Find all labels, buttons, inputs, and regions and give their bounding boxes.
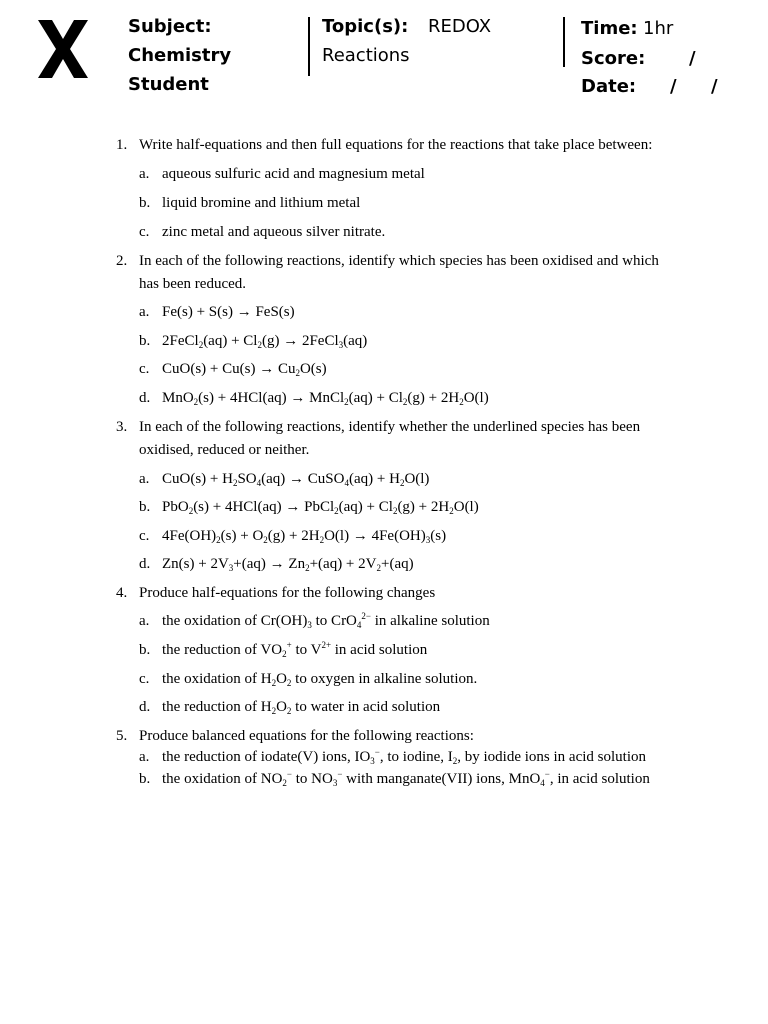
part-text: aqueous sulfuric acid and magnesium metal — [162, 166, 425, 182]
part-text: the reduction of $VO_2^+$ to $V^{2+}$ in acid solution — [162, 640, 428, 659]
part-text: the oxidation of $H_2O_2$ to oxygen in alkaline solution. — [162, 671, 478, 688]
part-letter: d. — [139, 699, 151, 715]
part-letter: b. — [139, 333, 151, 349]
student-label: Student — [128, 74, 209, 95]
part-text: $Zn(s) + 2V_3+(aq) \to Zn_2+(aq) + 2V_2+(aq)$ — [162, 556, 414, 573]
part-text: MnO$_2$(s) + 4HCl(aq) → MnCl$_2$(aq) + $Cl_2(g) + 2H_2O(l)$ — [162, 390, 489, 407]
question-text: Write half-equations and then full equations for the reactions that take place between: — [139, 137, 653, 153]
part-letter: b. — [139, 771, 151, 787]
date-separator: / — [670, 76, 677, 97]
part-letter: c. — [139, 671, 150, 687]
question-text: has been reduced. — [139, 276, 247, 292]
date-label: Date: — [581, 76, 637, 97]
part-text: the reduction of $H_2O_2$ to water in acid solution — [162, 699, 441, 716]
part-letter: b. — [139, 195, 151, 211]
part-letter: d. — [139, 556, 151, 572]
score-label: Score: — [581, 48, 646, 69]
question-text: Produce balanced equations for the following reactions: — [139, 728, 474, 744]
part-text: $CuO(s) + Cu(s) \to Cu_2O(s)$ — [162, 361, 327, 378]
question-text: Produce half-equations for the following changes — [139, 585, 436, 601]
topic-value-continued: Reactions — [322, 45, 410, 66]
part-text: $CuO(s) + H_2SO_4(aq)$ → CuSO$_4$(aq) + $H_2O(l)$ — [162, 471, 430, 488]
part-text: Fe(s) + S(s) → FeS(s) — [162, 304, 295, 320]
time-label: Time: — [581, 18, 638, 39]
topic-label: Topic(s): — [322, 16, 409, 37]
part-letter: c. — [139, 224, 150, 240]
question-number: 3. — [116, 419, 128, 435]
part-letter: a. — [139, 304, 150, 320]
question-number: 5. — [116, 728, 128, 744]
part-text: PbO$_2$(s) + 4HCl(aq) → PbCl$_2$(aq) + $Cl_2(g) + 2H_2O(l)$ — [162, 499, 479, 516]
part-letter: d. — [139, 390, 151, 406]
part-text: the reduction of iodate(V) ions, $IO_3^-$, to iodine, $I_2$, by iodide ions in acid solution — [162, 747, 647, 766]
part-letter: a. — [139, 471, 150, 487]
date-separator: / — [711, 76, 718, 97]
part-text: $4Fe(OH)_2(s) + O_2(g) + 2H_2O(l) \to 4Fe(OH)_3(s)$ — [162, 528, 447, 545]
part-letter: b. — [139, 642, 151, 658]
part-text: the oxidation of $NO_2^-$ to $NO_3^-$ with manganate(VII) ions, MnO$_4$−, in acid solution — [162, 769, 650, 788]
question-text: oxidised, reduced or neither. — [139, 442, 310, 458]
time-value: 1hr — [643, 18, 674, 39]
part-letter: c. — [139, 528, 150, 544]
part-text: 2FeCl$_2$(aq) + $Cl_2(g)$ → 2FeCl$_3$(aq) — [162, 333, 368, 350]
part-text: liquid bromine and lithium metal — [162, 195, 361, 211]
part-letter: a. — [139, 613, 150, 629]
subject-value: Chemistry — [128, 45, 232, 66]
part-text: zinc metal and aqueous silver nitrate. — [162, 224, 386, 240]
part-letter: c. — [139, 361, 150, 377]
part-letter: b. — [139, 499, 151, 515]
question-text: In each of the following reactions, identify which species has been oxidised and which — [139, 253, 659, 269]
part-letter: a. — [139, 166, 150, 182]
question-number: 4. — [116, 585, 128, 601]
question-number: 2. — [116, 253, 128, 269]
question-number: 1. — [116, 137, 128, 153]
header-divider — [308, 17, 310, 76]
part-letter: a. — [139, 749, 150, 765]
subject-label: Subject: — [128, 16, 212, 37]
part-text: the oxidation of $Cr(OH)_3$ to CrO$_4^{2-}$ in alkaline solution — [162, 611, 490, 630]
x-logo-icon — [38, 20, 88, 78]
score-separator: / — [689, 48, 696, 69]
topic-value: REDOX — [428, 16, 492, 37]
header-divider — [563, 17, 565, 67]
question-text: In each of the following reactions, identify whether the underlined species has been — [139, 419, 641, 435]
